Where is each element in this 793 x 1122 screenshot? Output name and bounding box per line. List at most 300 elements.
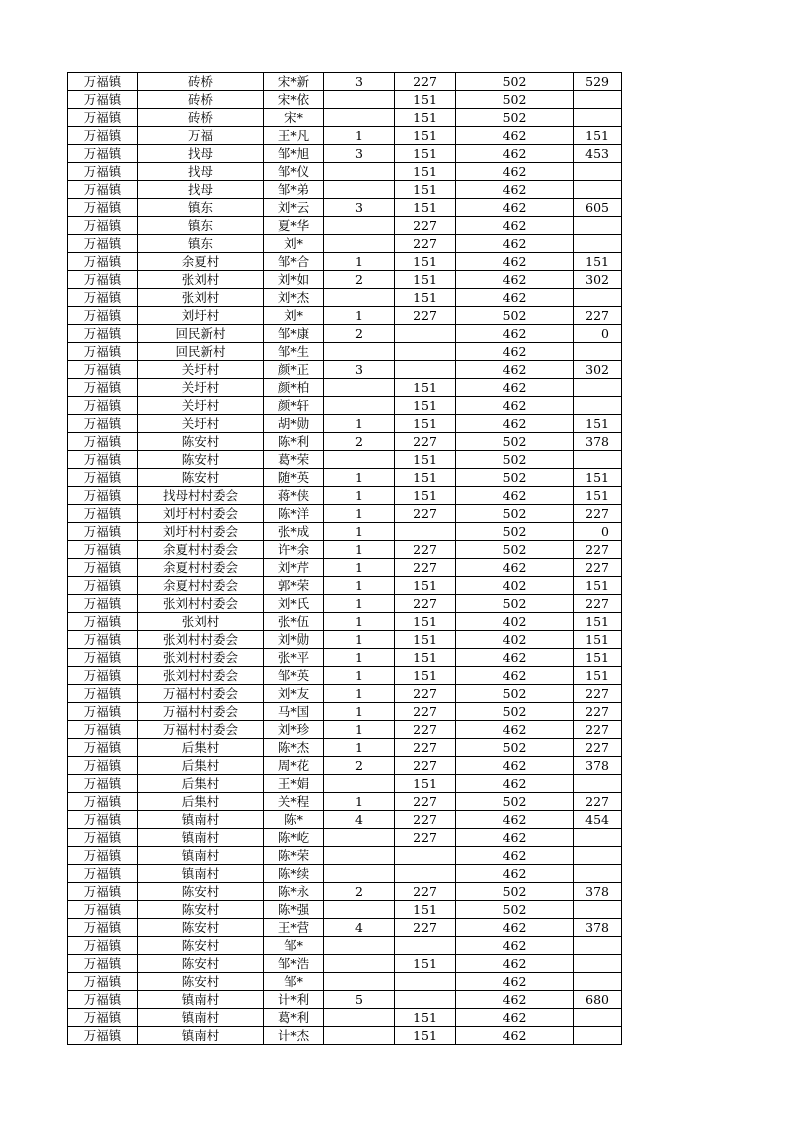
amount-a-cell: 151 [395, 91, 456, 109]
town-cell: 万福镇 [68, 199, 138, 217]
village-cell: 后集村 [138, 757, 264, 775]
town-cell: 万福镇 [68, 271, 138, 289]
count-cell [324, 829, 395, 847]
total-cell: 227 [574, 793, 622, 811]
name-cell: 郭*荣 [264, 577, 324, 595]
total-cell: 151 [574, 487, 622, 505]
count-cell [324, 397, 395, 415]
count-cell [324, 865, 395, 883]
amount-b-cell: 462 [456, 649, 574, 667]
amount-b-cell: 502 [456, 469, 574, 487]
total-cell [574, 379, 622, 397]
count-cell: 3 [324, 199, 395, 217]
town-cell: 万福镇 [68, 541, 138, 559]
amount-a-cell: 227 [395, 685, 456, 703]
count-cell [324, 937, 395, 955]
village-cell: 后集村 [138, 775, 264, 793]
table-row [68, 181, 622, 199]
count-cell: 5 [324, 991, 395, 1009]
name-cell: 周*花 [264, 757, 324, 775]
total-cell [574, 235, 622, 253]
total-cell: 0 [574, 325, 622, 343]
table-row [68, 379, 622, 397]
total-cell: 227 [574, 307, 622, 325]
table-row [68, 253, 622, 271]
total-cell: 529 [574, 73, 622, 91]
amount-a-cell: 227 [395, 559, 456, 577]
name-cell: 蒋*侠 [264, 487, 324, 505]
town-cell: 万福镇 [68, 883, 138, 901]
town-cell: 万福镇 [68, 217, 138, 235]
village-cell: 镇东 [138, 217, 264, 235]
total-cell [574, 217, 622, 235]
name-cell: 陈*强 [264, 901, 324, 919]
total-cell [574, 973, 622, 991]
count-cell [324, 217, 395, 235]
count-cell: 1 [324, 685, 395, 703]
name-cell: 计*利 [264, 991, 324, 1009]
table-row [68, 757, 622, 775]
total-cell: 227 [574, 685, 622, 703]
amount-b-cell: 462 [456, 829, 574, 847]
village-cell: 陈安村 [138, 919, 264, 937]
amount-b-cell: 462 [456, 235, 574, 253]
table-row [68, 703, 622, 721]
name-cell: 王*凡 [264, 127, 324, 145]
town-cell: 万福镇 [68, 397, 138, 415]
count-cell [324, 109, 395, 127]
amount-a-cell: 151 [395, 181, 456, 199]
amount-a-cell: 227 [395, 721, 456, 739]
total-cell: 151 [574, 127, 622, 145]
name-cell: 陈* [264, 811, 324, 829]
amount-a-cell: 151 [395, 901, 456, 919]
name-cell: 陈*利 [264, 433, 324, 451]
name-cell: 刘*勋 [264, 631, 324, 649]
town-cell: 万福镇 [68, 595, 138, 613]
count-cell: 1 [324, 487, 395, 505]
amount-b-cell: 462 [456, 325, 574, 343]
total-cell: 680 [574, 991, 622, 1009]
total-cell [574, 937, 622, 955]
amount-b-cell: 462 [456, 253, 574, 271]
table-row [68, 883, 622, 901]
amount-b-cell: 502 [456, 307, 574, 325]
amount-b-cell: 462 [456, 379, 574, 397]
village-cell: 后集村 [138, 739, 264, 757]
table-row [68, 613, 622, 631]
total-cell: 227 [574, 721, 622, 739]
amount-a-cell: 227 [395, 811, 456, 829]
name-cell: 陈*荣 [264, 847, 324, 865]
town-cell: 万福镇 [68, 181, 138, 199]
name-cell: 宋* [264, 109, 324, 127]
town-cell: 万福镇 [68, 667, 138, 685]
table-row [68, 577, 622, 595]
amount-b-cell: 462 [456, 667, 574, 685]
amount-b-cell: 462 [456, 919, 574, 937]
total-cell: 0 [574, 523, 622, 541]
amount-a-cell: 227 [395, 307, 456, 325]
amount-b-cell: 462 [456, 199, 574, 217]
amount-a-cell [395, 865, 456, 883]
amount-b-cell: 462 [456, 1009, 574, 1027]
name-cell: 颜*正 [264, 361, 324, 379]
table-row [68, 307, 622, 325]
amount-b-cell: 462 [456, 973, 574, 991]
name-cell: 随*英 [264, 469, 324, 487]
village-cell: 张刘村村委会 [138, 631, 264, 649]
total-cell [574, 397, 622, 415]
table-row [68, 415, 622, 433]
village-cell: 镇南村 [138, 991, 264, 1009]
name-cell: 张*伍 [264, 613, 324, 631]
amount-b-cell: 462 [456, 937, 574, 955]
amount-b-cell: 462 [456, 487, 574, 505]
town-cell: 万福镇 [68, 847, 138, 865]
amount-a-cell: 151 [395, 487, 456, 505]
name-cell: 计*杰 [264, 1027, 324, 1045]
amount-a-cell [395, 343, 456, 361]
count-cell: 2 [324, 883, 395, 901]
town-cell: 万福镇 [68, 91, 138, 109]
amount-b-cell: 462 [456, 343, 574, 361]
town-cell: 万福镇 [68, 955, 138, 973]
village-cell: 陈安村 [138, 433, 264, 451]
table-row [68, 595, 622, 613]
village-cell: 回民新村 [138, 343, 264, 361]
amount-a-cell: 151 [395, 199, 456, 217]
amount-a-cell: 151 [395, 145, 456, 163]
village-cell: 张刘村 [138, 613, 264, 631]
amount-a-cell: 151 [395, 253, 456, 271]
amount-a-cell: 227 [395, 217, 456, 235]
total-cell [574, 181, 622, 199]
village-cell: 镇南村 [138, 811, 264, 829]
amount-a-cell: 151 [395, 451, 456, 469]
town-cell: 万福镇 [68, 433, 138, 451]
village-cell: 镇南村 [138, 865, 264, 883]
amount-a-cell: 227 [395, 883, 456, 901]
town-cell: 万福镇 [68, 1027, 138, 1045]
amount-b-cell: 502 [456, 883, 574, 901]
amount-b-cell: 462 [456, 415, 574, 433]
count-cell [324, 775, 395, 793]
name-cell: 葛*利 [264, 1009, 324, 1027]
amount-a-cell: 151 [395, 379, 456, 397]
table-row [68, 1027, 622, 1045]
amount-b-cell: 462 [456, 217, 574, 235]
village-cell: 陈安村 [138, 901, 264, 919]
amount-a-cell [395, 361, 456, 379]
total-cell [574, 163, 622, 181]
name-cell: 王*娟 [264, 775, 324, 793]
table-row [68, 271, 622, 289]
amount-b-cell: 462 [456, 991, 574, 1009]
total-cell [574, 901, 622, 919]
total-cell: 151 [574, 667, 622, 685]
count-cell [324, 901, 395, 919]
count-cell: 2 [324, 271, 395, 289]
name-cell: 刘*珍 [264, 721, 324, 739]
village-cell: 刘圩村 [138, 307, 264, 325]
table-row [68, 811, 622, 829]
total-cell: 227 [574, 541, 622, 559]
amount-b-cell: 502 [456, 523, 574, 541]
village-cell: 余夏村 [138, 253, 264, 271]
village-cell: 陈安村 [138, 469, 264, 487]
amount-a-cell: 227 [395, 73, 456, 91]
town-cell: 万福镇 [68, 829, 138, 847]
count-cell: 1 [324, 631, 395, 649]
total-cell: 454 [574, 811, 622, 829]
count-cell: 1 [324, 469, 395, 487]
amount-a-cell: 227 [395, 793, 456, 811]
name-cell: 陈*洋 [264, 505, 324, 523]
table-row [68, 433, 622, 451]
town-cell: 万福镇 [68, 73, 138, 91]
amount-a-cell: 151 [395, 469, 456, 487]
name-cell: 陈*杰 [264, 739, 324, 757]
amount-b-cell: 462 [456, 163, 574, 181]
amount-b-cell: 462 [456, 721, 574, 739]
name-cell: 夏*华 [264, 217, 324, 235]
village-cell: 万福村村委会 [138, 703, 264, 721]
village-cell: 刘圩村村委会 [138, 523, 264, 541]
table-row [68, 829, 622, 847]
amount-b-cell: 502 [456, 901, 574, 919]
total-cell: 227 [574, 595, 622, 613]
table-row [68, 127, 622, 145]
total-cell: 151 [574, 253, 622, 271]
village-cell: 张刘村村委会 [138, 595, 264, 613]
name-cell: 刘*云 [264, 199, 324, 217]
table-row [68, 235, 622, 253]
count-cell: 3 [324, 361, 395, 379]
table-row [68, 1009, 622, 1027]
amount-b-cell: 462 [456, 361, 574, 379]
total-cell [574, 829, 622, 847]
village-cell: 后集村 [138, 793, 264, 811]
town-cell: 万福镇 [68, 919, 138, 937]
town-cell: 万福镇 [68, 109, 138, 127]
name-cell: 邹*合 [264, 253, 324, 271]
town-cell: 万福镇 [68, 469, 138, 487]
count-cell: 4 [324, 811, 395, 829]
town-cell: 万福镇 [68, 721, 138, 739]
count-cell: 1 [324, 595, 395, 613]
total-cell: 151 [574, 415, 622, 433]
table-row [68, 343, 622, 361]
town-cell: 万福镇 [68, 901, 138, 919]
town-cell: 万福镇 [68, 379, 138, 397]
amount-a-cell: 151 [395, 955, 456, 973]
count-cell: 1 [324, 541, 395, 559]
village-cell: 找母 [138, 163, 264, 181]
village-cell: 镇东 [138, 235, 264, 253]
town-cell: 万福镇 [68, 865, 138, 883]
count-cell [324, 1027, 395, 1045]
town-cell: 万福镇 [68, 163, 138, 181]
table-row [68, 955, 622, 973]
table-row [68, 847, 622, 865]
name-cell: 胡*勋 [264, 415, 324, 433]
table-row [68, 775, 622, 793]
total-cell: 227 [574, 559, 622, 577]
village-cell: 陈安村 [138, 883, 264, 901]
amount-b-cell: 402 [456, 577, 574, 595]
total-cell: 151 [574, 649, 622, 667]
count-cell [324, 1009, 395, 1027]
name-cell: 陈*永 [264, 883, 324, 901]
total-cell [574, 343, 622, 361]
village-cell: 关圩村 [138, 361, 264, 379]
count-cell: 1 [324, 667, 395, 685]
town-cell: 万福镇 [68, 793, 138, 811]
name-cell: 邹* [264, 937, 324, 955]
amount-b-cell: 462 [456, 127, 574, 145]
amount-b-cell: 502 [456, 433, 574, 451]
town-cell: 万福镇 [68, 415, 138, 433]
amount-a-cell: 151 [395, 577, 456, 595]
table-row [68, 361, 622, 379]
total-cell [574, 955, 622, 973]
name-cell: 邹*生 [264, 343, 324, 361]
total-cell: 151 [574, 631, 622, 649]
count-cell [324, 91, 395, 109]
table-row [68, 721, 622, 739]
name-cell: 颜*轩 [264, 397, 324, 415]
village-cell: 砖桥 [138, 73, 264, 91]
count-cell [324, 847, 395, 865]
name-cell: 王*营 [264, 919, 324, 937]
total-cell [574, 847, 622, 865]
count-cell [324, 973, 395, 991]
village-cell: 镇南村 [138, 1009, 264, 1027]
table-row [68, 865, 622, 883]
count-cell: 4 [324, 919, 395, 937]
amount-b-cell: 502 [456, 793, 574, 811]
village-cell: 陈安村 [138, 451, 264, 469]
amount-a-cell [395, 973, 456, 991]
name-cell: 邹*英 [264, 667, 324, 685]
town-cell: 万福镇 [68, 361, 138, 379]
amount-b-cell: 462 [456, 289, 574, 307]
total-cell: 302 [574, 271, 622, 289]
amount-a-cell: 227 [395, 739, 456, 757]
total-cell: 227 [574, 703, 622, 721]
count-cell: 1 [324, 127, 395, 145]
count-cell: 1 [324, 505, 395, 523]
total-cell: 302 [574, 361, 622, 379]
name-cell: 刘*氏 [264, 595, 324, 613]
village-cell: 陈安村 [138, 973, 264, 991]
town-cell: 万福镇 [68, 739, 138, 757]
amount-b-cell: 502 [456, 685, 574, 703]
amount-a-cell: 151 [395, 613, 456, 631]
amount-b-cell: 502 [456, 451, 574, 469]
count-cell: 1 [324, 577, 395, 595]
table-row [68, 145, 622, 163]
village-cell: 找母 [138, 181, 264, 199]
amount-b-cell: 502 [456, 91, 574, 109]
total-cell: 227 [574, 505, 622, 523]
name-cell: 邹*仪 [264, 163, 324, 181]
table-row [68, 505, 622, 523]
total-cell: 453 [574, 145, 622, 163]
amount-b-cell: 462 [456, 811, 574, 829]
total-cell [574, 1009, 622, 1027]
name-cell: 张*成 [264, 523, 324, 541]
name-cell: 刘*如 [264, 271, 324, 289]
count-cell: 2 [324, 757, 395, 775]
amount-b-cell: 462 [456, 865, 574, 883]
table-row [68, 937, 622, 955]
total-cell [574, 289, 622, 307]
village-cell: 镇南村 [138, 1027, 264, 1045]
village-cell: 关圩村 [138, 397, 264, 415]
village-cell: 关圩村 [138, 379, 264, 397]
town-cell: 万福镇 [68, 145, 138, 163]
amount-a-cell: 227 [395, 595, 456, 613]
name-cell: 陈*续 [264, 865, 324, 883]
amount-b-cell: 462 [456, 145, 574, 163]
amount-a-cell: 227 [395, 235, 456, 253]
village-cell: 张刘村村委会 [138, 649, 264, 667]
village-cell: 找母村村委会 [138, 487, 264, 505]
amount-b-cell: 502 [456, 595, 574, 613]
total-cell: 378 [574, 883, 622, 901]
town-cell: 万福镇 [68, 487, 138, 505]
village-cell: 刘圩村村委会 [138, 505, 264, 523]
town-cell: 万福镇 [68, 685, 138, 703]
village-cell: 镇南村 [138, 829, 264, 847]
total-cell: 378 [574, 919, 622, 937]
name-cell: 邹*康 [264, 325, 324, 343]
town-cell: 万福镇 [68, 505, 138, 523]
town-cell: 万福镇 [68, 937, 138, 955]
amount-b-cell: 462 [456, 847, 574, 865]
table-row [68, 91, 622, 109]
town-cell: 万福镇 [68, 1009, 138, 1027]
table-row [68, 289, 622, 307]
amount-b-cell: 462 [456, 271, 574, 289]
amount-b-cell: 462 [456, 1027, 574, 1045]
table-row [68, 451, 622, 469]
amount-b-cell: 502 [456, 73, 574, 91]
village-cell: 镇东 [138, 199, 264, 217]
count-cell: 3 [324, 145, 395, 163]
town-cell: 万福镇 [68, 325, 138, 343]
town-cell: 万福镇 [68, 307, 138, 325]
table-row [68, 919, 622, 937]
table-row [68, 397, 622, 415]
town-cell: 万福镇 [68, 451, 138, 469]
total-cell [574, 1027, 622, 1045]
village-cell: 镇南村 [138, 847, 264, 865]
town-cell: 万福镇 [68, 757, 138, 775]
amount-a-cell: 151 [395, 1009, 456, 1027]
count-cell [324, 955, 395, 973]
total-cell: 151 [574, 469, 622, 487]
table-row [68, 199, 622, 217]
count-cell: 1 [324, 613, 395, 631]
total-cell [574, 451, 622, 469]
town-cell: 万福镇 [68, 289, 138, 307]
town-cell: 万福镇 [68, 235, 138, 253]
town-cell: 万福镇 [68, 127, 138, 145]
table-row [68, 217, 622, 235]
